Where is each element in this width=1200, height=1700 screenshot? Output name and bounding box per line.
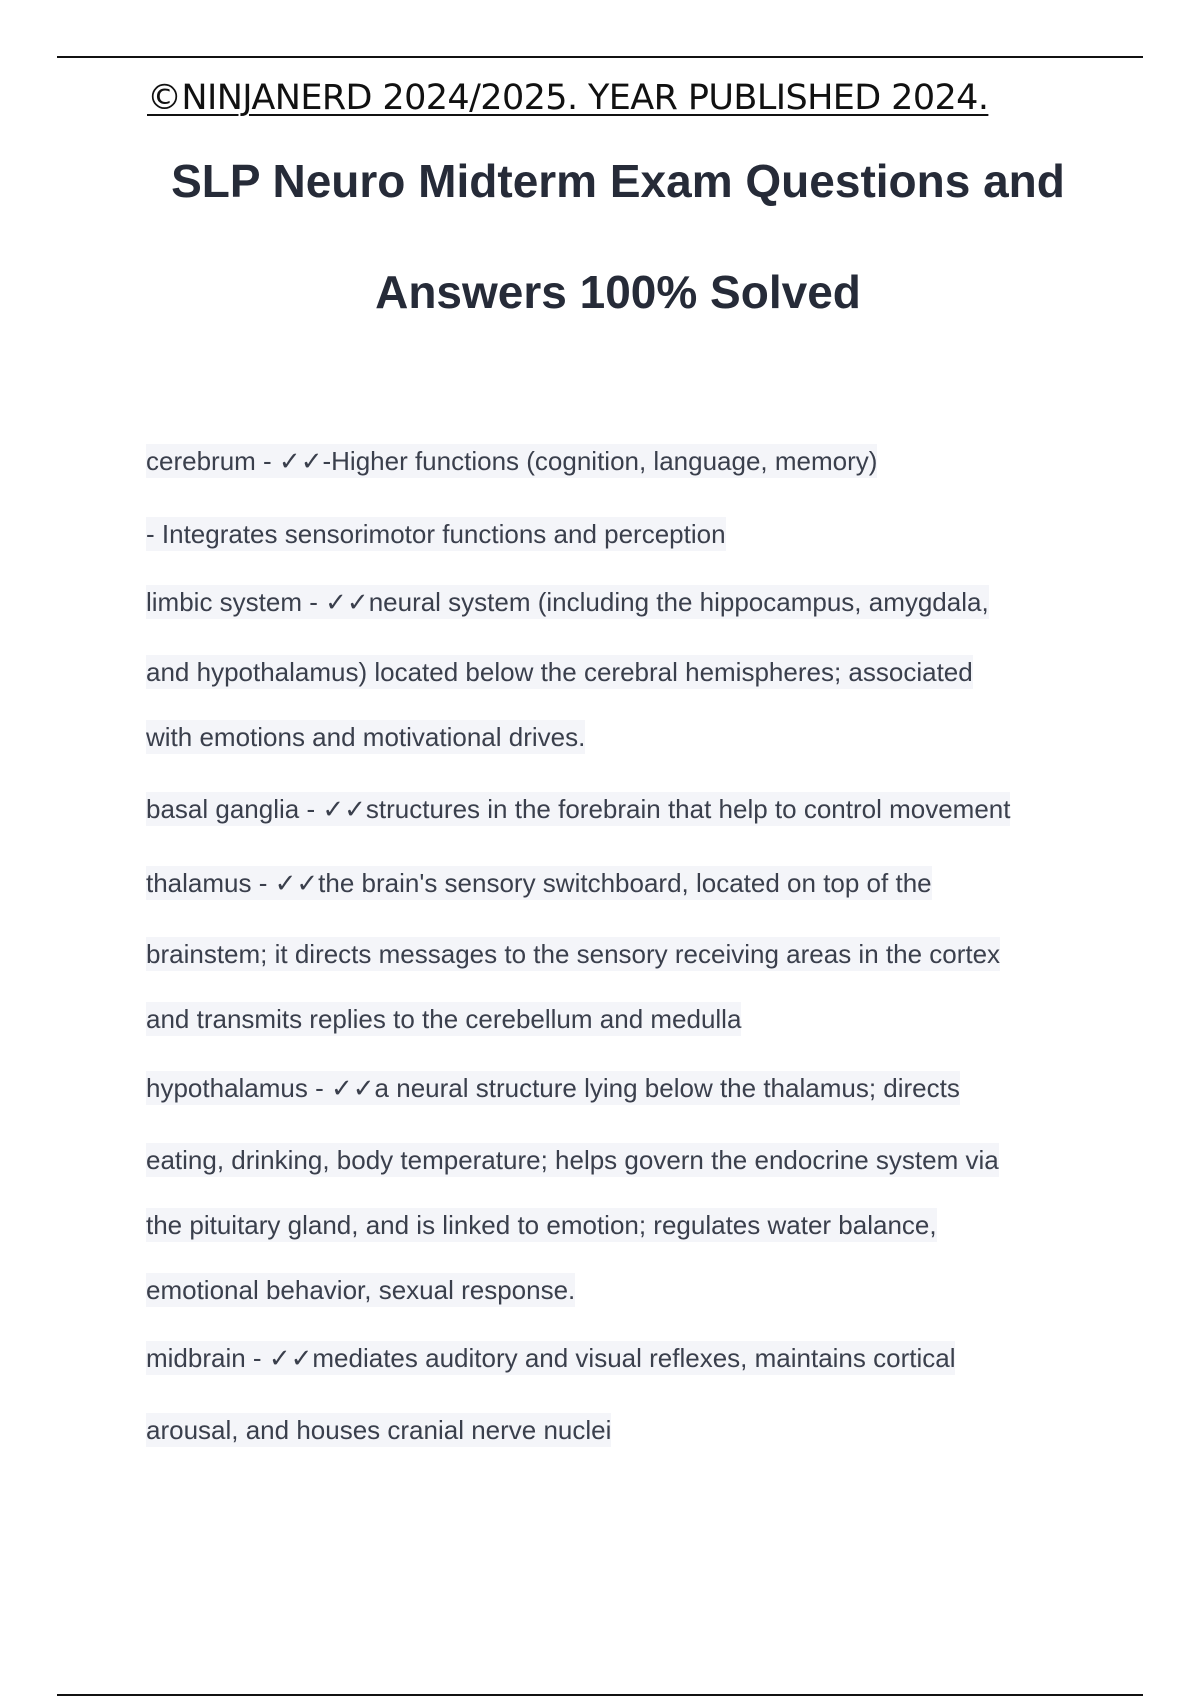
text-line-content: basal ganglia - ✓✓structures in the forebrain that help to control movement bbox=[146, 794, 1011, 824]
text-line-content: and transmits replies to the cerebellum and medulla bbox=[146, 1004, 742, 1034]
text-line bbox=[146, 587, 989, 618]
text-line bbox=[146, 1145, 999, 1176]
text-line-content: arousal, and houses cranial nerve nuclei bbox=[146, 1415, 612, 1445]
text-line-content: thalamus - ✓✓the brain's sensory switchboard, located on top of the bbox=[146, 868, 932, 898]
text-line bbox=[146, 1004, 741, 1035]
top-divider bbox=[57, 56, 1143, 58]
text-line bbox=[146, 794, 1010, 825]
text-line-content: and hypothalamus) located below the cerebral hemispheres; associated bbox=[146, 657, 973, 687]
bottom-divider bbox=[57, 1694, 1143, 1696]
text-line bbox=[146, 519, 726, 550]
text-line-content: - Integrates sensorimotor functions and perception bbox=[146, 519, 726, 549]
text-line bbox=[146, 1275, 575, 1306]
text-line-content: emotional behavior, sexual response. bbox=[146, 1275, 576, 1305]
document-title-line-1: SLP Neuro Midterm Exam Questions and bbox=[171, 155, 1065, 207]
text-line bbox=[146, 1073, 960, 1104]
text-line bbox=[146, 446, 877, 477]
text-line bbox=[146, 1210, 937, 1241]
text-line bbox=[146, 722, 585, 753]
copyright-header: ©NINJANERD 2024/2025. YEAR PUBLISHED 2024. bbox=[147, 78, 989, 118]
text-line-content: midbrain - ✓✓mediates auditory and visual reflexes, maintains cortical bbox=[146, 1343, 956, 1373]
text-line-content: with emotions and motivational drives. bbox=[146, 722, 586, 752]
text-line bbox=[146, 1415, 611, 1446]
text-line bbox=[146, 939, 1000, 970]
text-line bbox=[146, 657, 973, 688]
text-line-content: eating, drinking, body temperature; helps govern the endocrine system via bbox=[146, 1145, 999, 1175]
text-line bbox=[146, 1343, 955, 1374]
document-title-line-2: Answers 100% Solved bbox=[375, 266, 861, 318]
text-line-content: hypothalamus - ✓✓a neural structure lying below the thalamus; directs bbox=[146, 1073, 960, 1103]
text-line-content: cerebrum - ✓✓-Higher functions (cognition, language, memory) bbox=[146, 446, 878, 476]
text-line-content: limbic system - ✓✓neural system (including the hippocampus, amygdala, bbox=[146, 587, 989, 617]
text-line-content: brainstem; it directs messages to the sensory receiving areas in the cortex bbox=[146, 939, 1001, 969]
text-line-content: the pituitary gland, and is linked to emotion; regulates water balance, bbox=[146, 1210, 937, 1240]
text-line bbox=[146, 868, 932, 899]
